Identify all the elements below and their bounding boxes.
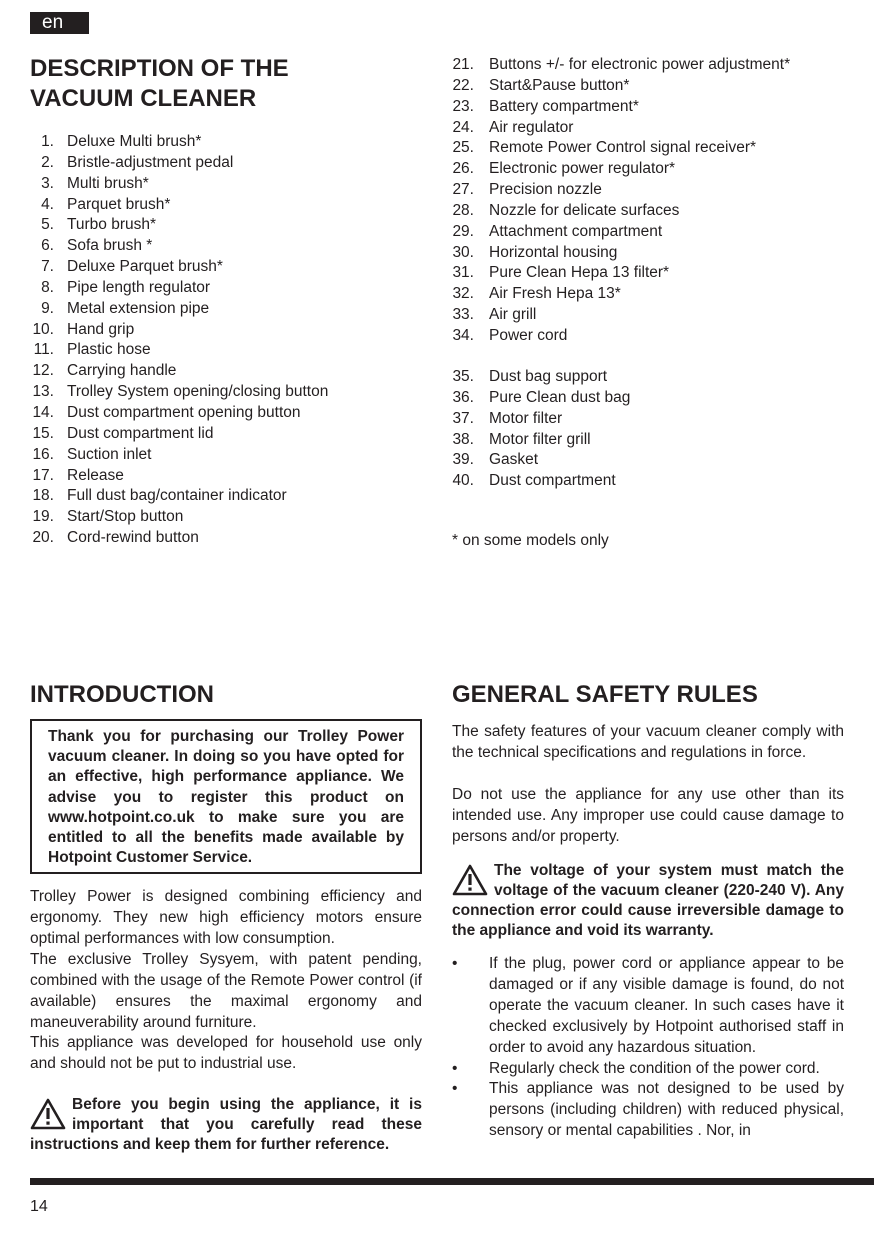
part-number: 34. <box>452 326 474 344</box>
introduction-title: INTRODUCTION <box>30 681 214 708</box>
part-item <box>30 445 430 466</box>
part-number: 36. <box>452 388 474 406</box>
part-item <box>452 243 872 264</box>
parts-list-right-a <box>452 55 872 347</box>
introduction-paragraph-1: Trolley Power is designed combining efficiency and ergonomy. They new high efficiency motors ensure optimal performances with low consumption. <box>30 888 422 947</box>
part-label: Nozzle for delicate surfaces <box>489 201 680 219</box>
safety-paragraph-2: Do not use the appliance for any use other than its intended use. Any improper use could cause damage to persons and/or property. <box>452 786 844 845</box>
part-label: Trolley System opening/closing button <box>67 383 329 401</box>
part-item <box>452 326 872 347</box>
part-item <box>452 284 872 305</box>
part-label: Air grill <box>489 306 537 324</box>
part-number: 15. <box>32 424 54 442</box>
part-label: Dust compartment lid <box>67 424 214 442</box>
part-label: Sofa brush * <box>67 237 153 255</box>
part-item <box>452 430 872 451</box>
part-label: Deluxe Multi brush* <box>67 133 202 150</box>
safety-bullet <box>452 1079 844 1142</box>
part-label: Air Fresh Hepa 13* <box>489 285 621 303</box>
language-tag: en <box>30 12 89 34</box>
part-number: 25. <box>452 139 474 157</box>
part-label: Multi brush* <box>67 174 149 192</box>
description-title-line1: DESCRIPTION OF THE <box>30 55 289 82</box>
models-footnote: * on some models only <box>452 532 609 549</box>
part-item <box>452 388 872 409</box>
part-label: Remote Power Control signal receiver* <box>489 139 757 157</box>
part-label: Start&Pause button* <box>489 76 630 94</box>
part-item <box>30 236 430 257</box>
part-number: 14. <box>32 403 54 421</box>
safety-bullet <box>452 954 844 1059</box>
part-label: Bristle-adjustment pedal <box>67 153 234 171</box>
part-number: 11. <box>33 341 54 359</box>
introduction-warning-text: Before you begin using the appliance, it is important that you carefully read these instructions and keep them for further reference. <box>30 1096 422 1153</box>
part-label: Pure Clean dust bag <box>489 388 631 406</box>
part-item <box>30 382 430 403</box>
part-label: Full dust bag/container indicator <box>67 487 287 505</box>
part-label: Dust bag support <box>489 368 608 385</box>
part-label: Pipe length regulator <box>67 278 211 296</box>
part-label: Electronic power regulator* <box>489 160 676 178</box>
safety-warning <box>452 861 844 941</box>
part-item <box>30 215 430 236</box>
introduction-box: Thank you for purchasing our Trolley Power vacuum cleaner. In doing so you have opted for an effective, high performance appliance. We advise you to register this product on www.hotpoint.co.uk to make sure you are entitled to all the benefits made available by Hotpoint Customer Service. <box>30 719 422 874</box>
part-label: Hand grip <box>67 320 135 338</box>
page-number: 14 <box>30 1198 48 1215</box>
warning-icon <box>452 864 488 896</box>
part-label: Suction inlet <box>67 445 152 463</box>
part-label: Attachment compartment <box>489 222 663 240</box>
part-item <box>452 76 872 97</box>
part-number: 38. <box>452 430 474 448</box>
part-number: 12. <box>32 362 54 380</box>
part-label: Battery compartment* <box>489 97 639 115</box>
part-number: 29. <box>452 222 474 240</box>
part-item <box>452 180 872 201</box>
part-number: 5. <box>41 216 54 234</box>
part-item <box>30 195 430 216</box>
part-item <box>452 201 872 222</box>
safety-bullet-text: Regularly check the condition of the power cord. <box>489 1059 820 1077</box>
part-number: 6. <box>41 237 54 255</box>
part-number: 3. <box>41 174 54 192</box>
part-item <box>452 159 872 180</box>
part-number: 32. <box>452 285 474 303</box>
part-number: 28. <box>452 201 474 219</box>
part-number: 31. <box>452 264 474 282</box>
part-number: 16. <box>32 445 54 463</box>
part-item <box>30 132 430 153</box>
part-item <box>452 55 872 76</box>
part-number: 20. <box>32 529 54 547</box>
safety-bullet-text: If the plug, power cord or appliance appear to be damaged or if any visible damage is found, do not operate the vacuum cleaner. In such cases have it checked exclusively by Hotpoint authorised staff in order to avoid any hazardous situation. <box>489 955 844 1056</box>
part-item <box>30 153 430 174</box>
part-label: Plastic hose <box>67 341 151 359</box>
parts-list-right-b <box>452 367 872 492</box>
bullet-dot: • <box>452 1080 458 1098</box>
part-label: Metal extension pipe <box>67 299 210 317</box>
introduction-paragraph-2: The exclusive Trolley Sysyem, with patent pending, combined with the usage of the Remote Power control (if available) ensures the maximal ergonomy and maneuverability around furniture. <box>30 951 422 1031</box>
part-label: Precision nozzle <box>489 181 602 199</box>
part-number: 9. <box>41 299 54 317</box>
part-number: 37. <box>452 409 474 427</box>
part-label: Cord-rewind button <box>67 529 199 547</box>
part-item <box>452 367 872 388</box>
part-number: 18. <box>32 487 54 505</box>
safety-warning-text: The voltage of your system must match the voltage of the vacuum cleaner (220-240 V). Any connection error could cause irreversible damage to the appliance and void its warranty. <box>452 862 844 939</box>
part-number: 24. <box>452 118 474 136</box>
safety-bullet <box>452 1059 844 1080</box>
safety-paragraph-1: The safety features of your vacuum cleaner comply with the technical specifications and regulations in force. <box>452 723 844 761</box>
part-label: Parquet brush* <box>67 195 171 213</box>
description-title <box>30 54 289 114</box>
part-item <box>30 507 430 528</box>
part-number: 33. <box>452 306 474 324</box>
part-number: 4. <box>41 195 54 213</box>
part-label: Deluxe Parquet brush* <box>67 258 223 276</box>
part-item <box>30 424 430 445</box>
warning-icon <box>30 1098 66 1130</box>
part-item <box>30 486 430 507</box>
part-number: 35. <box>452 368 474 385</box>
part-item <box>30 278 430 299</box>
part-label: Air regulator <box>489 118 574 136</box>
part-number: 23. <box>452 97 474 115</box>
part-item <box>452 471 872 492</box>
part-item <box>30 466 430 487</box>
part-item <box>30 320 430 341</box>
part-number: 10. <box>32 320 54 338</box>
safety-title: GENERAL SAFETY RULES <box>452 681 758 708</box>
bullet-dot: • <box>452 955 458 972</box>
part-number: 22. <box>452 76 474 94</box>
part-label: Dust compartment opening button <box>67 403 301 421</box>
part-number: 1. <box>41 133 54 150</box>
part-number: 13. <box>32 383 54 401</box>
part-item <box>452 138 872 159</box>
part-label: Gasket <box>489 451 539 469</box>
part-label: Power cord <box>489 326 568 344</box>
part-label: Buttons +/- for electronic power adjustment* <box>489 56 791 73</box>
part-item <box>452 305 872 326</box>
part-number: 8. <box>41 278 54 296</box>
part-label: Dust compartment <box>489 472 616 490</box>
part-label: Horizontal housing <box>489 243 618 261</box>
part-label: Carrying handle <box>67 362 177 380</box>
part-item <box>452 263 872 284</box>
part-number: 7. <box>41 258 54 276</box>
introduction-paragraph-3: This appliance was developed for household use only and should not be put to industrial use. <box>30 1034 422 1072</box>
part-label: Turbo brush* <box>67 216 157 234</box>
parts-list-left <box>30 132 430 549</box>
part-item <box>452 222 872 243</box>
part-number: 26. <box>452 160 474 178</box>
part-item <box>452 409 872 430</box>
part-item <box>30 361 430 382</box>
safety-bullet-list <box>452 954 844 1142</box>
part-number: 27. <box>452 181 474 199</box>
introduction-warning <box>30 1095 422 1155</box>
part-item <box>30 403 430 424</box>
part-label: Motor filter <box>489 409 563 427</box>
part-number: 17. <box>32 466 54 484</box>
part-number: 39. <box>452 451 474 469</box>
part-item <box>30 340 430 361</box>
part-item <box>30 257 430 278</box>
part-number: 40. <box>452 472 474 490</box>
part-item <box>452 118 872 139</box>
part-label: Pure Clean Hepa 13 filter* <box>489 264 670 282</box>
part-label: Release <box>67 466 124 484</box>
part-item <box>30 299 430 320</box>
part-item <box>30 528 430 549</box>
part-item <box>30 174 430 195</box>
part-label: Start/Stop button <box>67 508 184 526</box>
part-item <box>452 97 872 118</box>
part-number: 19. <box>32 508 54 526</box>
footer-divider <box>30 1178 874 1185</box>
safety-bullet-text: This appliance was not designed to be used by persons (including children) with reduced physical, sensory or mental capabilities . Nor, in <box>489 1080 844 1140</box>
part-number: 21. <box>452 56 474 73</box>
part-number: 30. <box>452 243 474 261</box>
description-title-line2: VACUUM CLEANER <box>30 85 257 112</box>
part-number: 2. <box>41 153 54 171</box>
part-item <box>452 450 872 471</box>
bullet-dot: • <box>452 1059 458 1077</box>
part-label: Motor filter grill <box>489 430 591 448</box>
